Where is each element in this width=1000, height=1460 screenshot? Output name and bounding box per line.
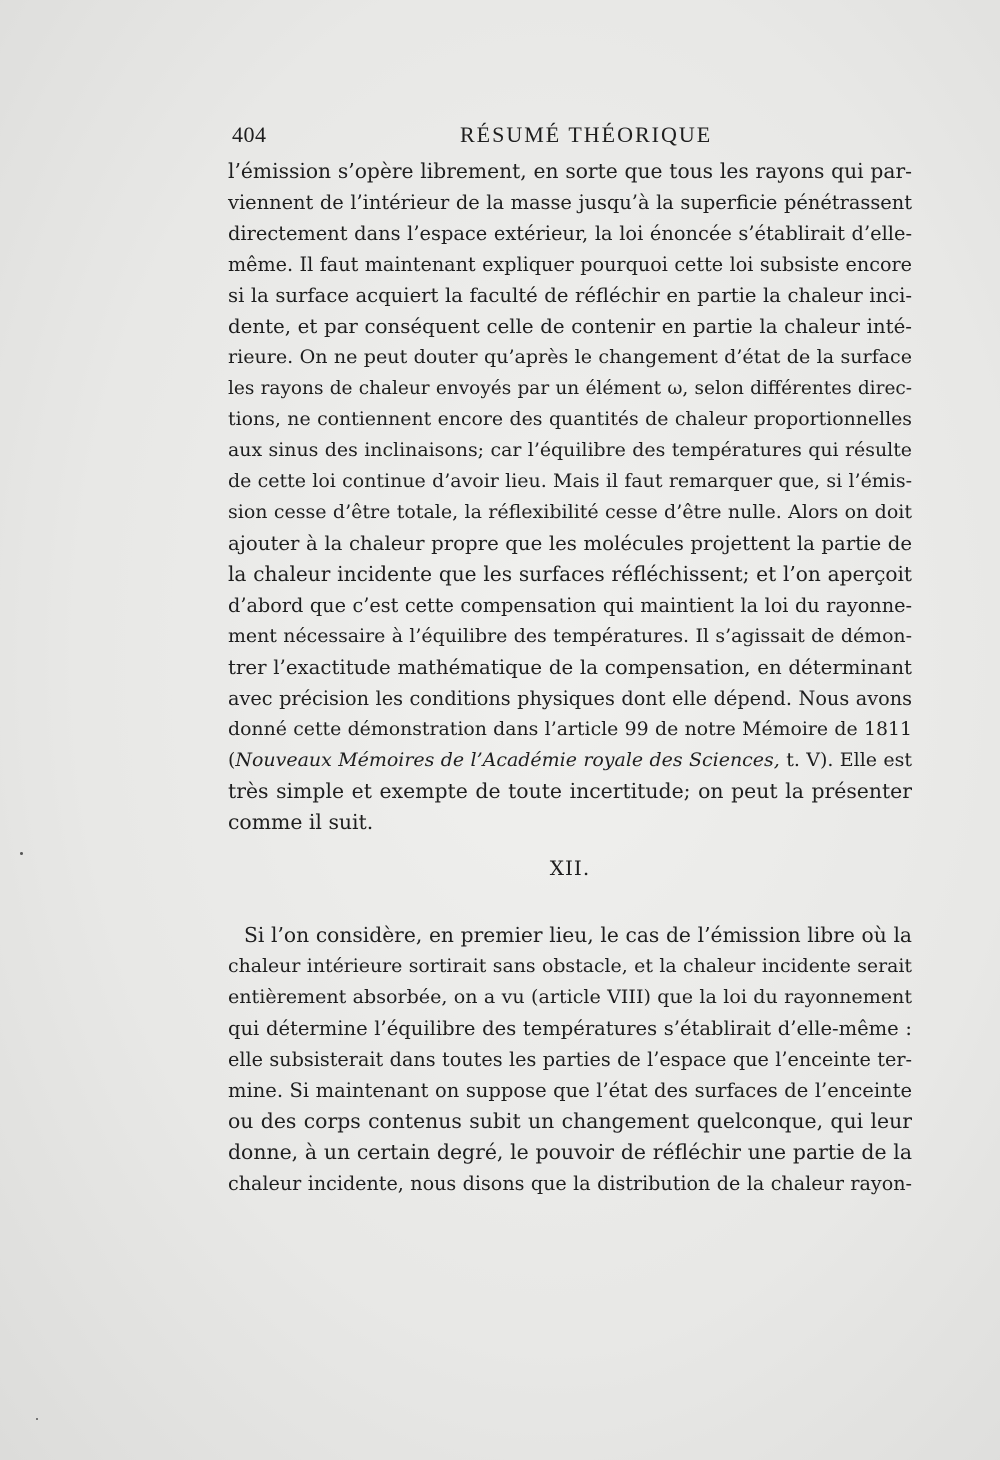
text-line: mine. Si maintenant on suppose que l’état des surfaces de l’enceinte	[228, 1079, 912, 1102]
text-line: ajouter à la chaleur propre que les molécules projettent la partie de	[228, 532, 912, 555]
text-line: chaleur incidente, nous disons que la distribution de la chaleur rayon-	[228, 1172, 912, 1195]
body-text	[228, 156, 912, 1199]
text-line: donné cette démonstration dans l’article 99 de notre Mémoire de 1811	[228, 718, 912, 740]
text-line: avec précision les conditions physiques dont elle dépend. Nous avons	[228, 687, 912, 710]
text-line: viennent de l’intérieur de la masse jusqu’à la superficie pénétrassent	[228, 191, 912, 214]
text-line: d’abord que c’est cette compensation qui maintient la loi du rayonne-	[228, 594, 912, 617]
text-line: dente, et par conséquent celle de contenir en partie la chaleur inté-	[228, 315, 912, 338]
text-line: sion cesse d’être totale, la réflexibilité cesse d’être nulle. Alors on doit	[228, 501, 912, 523]
paragraph-2	[228, 920, 912, 1199]
text-line: les rayons de chaleur envoyés par un élément ω, selon différentes direc-	[228, 378, 912, 399]
text-line: entièrement absorbée, on a vu (article VIII) que la loi du rayonnement	[228, 986, 912, 1008]
text-line: comme il suit.	[228, 810, 374, 834]
reference-title: Nouveaux Mémoires de l’Académie royale des Sciences,	[235, 749, 780, 771]
text-line: directement dans l’espace extérieur, la loi énoncée s’établirait d’elle-	[228, 222, 912, 245]
text-line: qui détermine l’équilibre des températures s’établirait d’elle-même :	[228, 1017, 912, 1040]
text-line: si la surface acquiert la faculté de réfléchir en partie la chaleur inci-	[228, 284, 912, 307]
text-line: aux sinus des inclinaisons; car l’équilibre des températures qui résulte	[228, 439, 912, 461]
text-line: Si l’on considère, en premier lieu, le cas de l’émission libre où la	[244, 923, 912, 947]
text-line: très simple et exempte de toute incertitude; on peut la présenter	[228, 779, 912, 803]
text-line: ou des corps contenus subit un changement quelconque, qui leur	[228, 1109, 912, 1133]
text-line: elle subsisterait dans toutes les parties de l’espace que l’enceinte ter-	[228, 1048, 912, 1071]
text-line: de cette loi continue d’avoir lieu. Mais il faut remarquer que, si l’émis-	[228, 470, 912, 492]
text-line: chaleur intérieure sortirait sans obstacle, et la chaleur incidente serait	[228, 955, 912, 977]
paper-speck	[20, 852, 23, 855]
reference-tail: t. V). Elle est	[779, 749, 912, 771]
text-line: trer l’exactitude mathématique de la compensation, en déterminant	[228, 656, 912, 679]
reference-line: (Nouveaux Mémoires de l’Académie royale des Sciences, t. V). Elle est	[228, 749, 912, 771]
text-line: l’émission s’opère librement, en sorte que tous les rayons qui par-	[228, 159, 912, 183]
text-line: ment nécessaire à l’équilibre des températures. Il s’agissait de démon-	[228, 625, 912, 647]
running-head	[232, 122, 912, 152]
text-line: la chaleur incidente que les surfaces réfléchissent; et l’on aperçoit	[228, 562, 912, 586]
text-line: tions, ne contiennent encore des quantités de chaleur proportionnelles	[228, 408, 912, 430]
text-line: rieure. On ne peut douter qu’après le changement d’état de la surface	[228, 346, 912, 368]
text-line: donne, à un certain degré, le pouvoir de réfléchir une partie de la	[228, 1140, 912, 1164]
text-line: même. Il faut maintenant expliquer pourquoi cette loi subsiste encore	[228, 253, 912, 276]
paper-speck	[36, 1418, 38, 1420]
running-title: RÉSUMÉ THÉORIQUE	[460, 122, 713, 147]
section-heading: XII.	[549, 856, 591, 880]
page-number: 404	[232, 122, 267, 147]
paragraph-1	[228, 156, 912, 838]
